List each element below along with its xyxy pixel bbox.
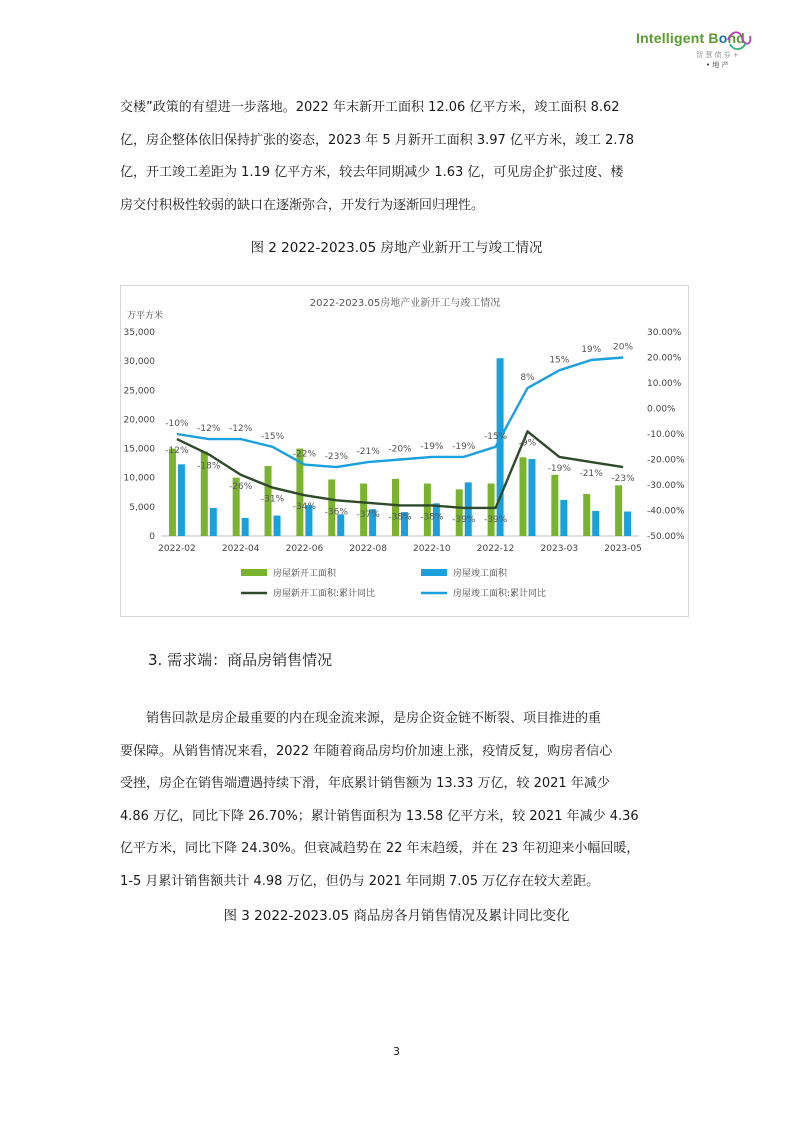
page-number: 3	[393, 1045, 400, 1058]
completion-bar	[274, 516, 281, 536]
x-tick-label: 2022-06	[285, 544, 324, 554]
new-start-yoy-label: -19%	[547, 463, 571, 474]
completion-yoy-label: -23%	[324, 452, 348, 463]
y-right-tick-label: 0.00%	[647, 404, 676, 415]
y-right-tick-label: -30.00%	[647, 481, 685, 491]
y-right-tick-label: -50.00%	[647, 532, 685, 542]
completion-yoy-label: -19%	[420, 441, 444, 452]
x-tick-label: 2022-08	[349, 544, 387, 554]
y-left-tick-label: 30,000	[123, 357, 155, 368]
text-line: 受挫，房企在销售端遭遇持续下滑，年底累计销售额为 13.33 万亿，较 2021 年减少	[120, 776, 610, 791]
new-start-yoy-label: -36%	[324, 507, 348, 518]
new-start-yoy-label: -26%	[229, 481, 253, 492]
new-start-yoy-label: -31%	[260, 494, 285, 505]
x-tick-label: 2023-05	[604, 544, 642, 554]
figure-2-caption: 图 2 2022-2023.05 房地产业新开工与竣工情况	[250, 240, 543, 256]
new-start-yoy-label: -12%	[165, 446, 189, 457]
brand-logo	[630, 26, 770, 76]
chart-canvas	[121, 286, 690, 618]
figure-3-caption: 图 3 2022-2023.05 商品房各月销售情况及累计同比变化	[223, 908, 570, 924]
completion-yoy-label: -15%	[260, 431, 285, 442]
text-line: 要保障。从销售情况来看，2022 年随着商品房均价加速上涨，疫情反复，购房者信心	[120, 743, 613, 759]
new-start-bar	[615, 485, 622, 536]
x-tick-label: 2022-02	[158, 544, 196, 554]
completion-yoy-label: -12%	[229, 424, 253, 435]
x-tick-label: 2022-12	[476, 544, 515, 554]
y-left-tick-label: 25,000	[123, 386, 155, 397]
logo-wordmark: Intelligent Bond	[636, 30, 745, 46]
new-start-bar	[519, 457, 526, 536]
y-left-tick-label: 10,000	[123, 473, 155, 484]
legend-swatch	[241, 569, 267, 576]
completion-bar	[465, 482, 472, 536]
new-start-yoy-label: -39%	[452, 514, 476, 525]
y-left-tick-label: 0	[149, 532, 155, 542]
completion-yoy-label: 20%	[613, 342, 634, 353]
completion-yoy-label: -12%	[197, 424, 221, 435]
completion-yoy-label: -22%	[292, 449, 317, 460]
paragraph-demand	[120, 703, 675, 898]
new-start-bar	[551, 475, 558, 536]
completion-bar	[560, 500, 567, 536]
completion-yoy-label: 19%	[581, 345, 602, 356]
completion-bar	[178, 464, 185, 536]
completion-bar	[624, 512, 631, 536]
new-start-yoy-label: -18%	[197, 461, 221, 472]
x-tick-label: 2022-04	[221, 544, 260, 554]
construction-chart	[120, 285, 689, 617]
new-start-yoy-label: -9%	[518, 438, 537, 449]
new-start-yoy-label: -38%	[420, 512, 444, 523]
new-start-yoy-label: -21%	[579, 469, 603, 480]
text-line: 4.86 万亿，同比下降 26.70%；累计销售面积为 13.58 亿平方米，较 2021 年减少 4.36	[120, 808, 639, 824]
y-left-tick-label: 20,000	[123, 415, 155, 426]
y-left-tick-label: 5,000	[129, 502, 155, 513]
new-start-bar	[488, 484, 495, 536]
legend-label: 房屋竣工面积	[453, 569, 508, 579]
text-line: 销售回款是房企最重要的内在现金流来源，是房企资金链不断裂、项目推进的重	[120, 711, 602, 726]
text-line: 房交付积极性较弱的缺口在逐渐弥合，开发行为逐渐回归理性。	[120, 197, 485, 213]
y-left-unit-label: 万平方米	[127, 311, 164, 321]
completion-bar	[592, 511, 599, 536]
section-3-heading: 3. 需求端：商品房销售情况	[148, 651, 333, 669]
chart-title: 2022-2023.05房地产业新开工与竣工情况	[309, 298, 501, 309]
new-start-yoy-label: -38%	[388, 512, 412, 523]
new-start-bar	[456, 489, 463, 536]
logo-subtitle: 智 慧 债 券 +	[696, 51, 739, 59]
legend-label: 房屋新开工面积	[273, 569, 337, 579]
text-line: 1-5 月累计销售额共计 4.98 万亿，但仍与 2021 年同期 7.05 万亿存在较大差距。	[120, 873, 600, 889]
new-start-bar	[583, 494, 590, 536]
text-line: 交楼”政策的有望进一步落地。2022 年末新开工面积 12.06 亿平方米，竣工面积 8.62	[120, 100, 620, 115]
completion-yoy-label: -10%	[165, 419, 189, 429]
new-start-yoy-label: -34%	[292, 502, 317, 513]
new-start-yoy-label: -23%	[611, 474, 635, 485]
completion-bar	[528, 459, 535, 536]
logo-subtitle-2: • 地 产	[706, 61, 729, 69]
completion-yoy-label: -15%	[483, 431, 508, 442]
y-right-tick-label: -20.00%	[647, 455, 685, 466]
completion-yoy-label: -21%	[356, 447, 380, 458]
completion-bar	[210, 508, 217, 536]
y-right-tick-label: 30.00%	[647, 328, 682, 338]
y-right-tick-label: -10.00%	[647, 430, 685, 440]
legend-label: 房屋竣工面积:累计同比	[453, 589, 547, 599]
paragraph-supply	[120, 92, 675, 222]
completion-yoy-label: -19%	[452, 441, 476, 452]
text-line: 亿平方米，同比下降 24.30%。但衰减趋势在 22 年末趋缓，并在 23 年初迎来小幅回暖，	[120, 841, 640, 856]
y-right-tick-label: -40.00%	[647, 506, 685, 517]
completion-bar	[497, 358, 504, 536]
completion-bar	[337, 514, 344, 536]
y-right-tick-label: 20.00%	[647, 353, 682, 364]
completion-yoy-label: 15%	[549, 355, 570, 366]
x-tick-label: 2022-10	[413, 544, 451, 554]
text-line: 亿，开工竣工差距为 1.19 亿平方米，较去年同期减少 1.63 亿，可见房企扩张过度、楼	[120, 165, 624, 180]
new-start-yoy-label: -39%	[483, 514, 508, 525]
text-line: 亿，房企整体依旧保持扩张的姿态，2023 年 5 月新开工面积 3.97 亿平方米，竣工 2.78	[120, 132, 635, 148]
legend-label: 房屋新开工面积:累计同比	[273, 589, 376, 599]
new-start-bar	[169, 449, 176, 536]
completion-bar	[242, 518, 249, 536]
completion-yoy-label: -20%	[388, 444, 412, 455]
x-tick-label: 2023-03	[540, 544, 579, 554]
new-start-yoy-label: -37%	[356, 509, 380, 520]
new-start-bar	[392, 479, 399, 536]
legend-swatch	[421, 569, 447, 576]
y-left-tick-label: 35,000	[123, 328, 155, 338]
completion-yoy-label: 8%	[520, 373, 535, 384]
new-start-bar	[424, 484, 431, 536]
y-right-tick-label: 10.00%	[647, 379, 682, 389]
y-left-tick-label: 15,000	[123, 444, 155, 455]
